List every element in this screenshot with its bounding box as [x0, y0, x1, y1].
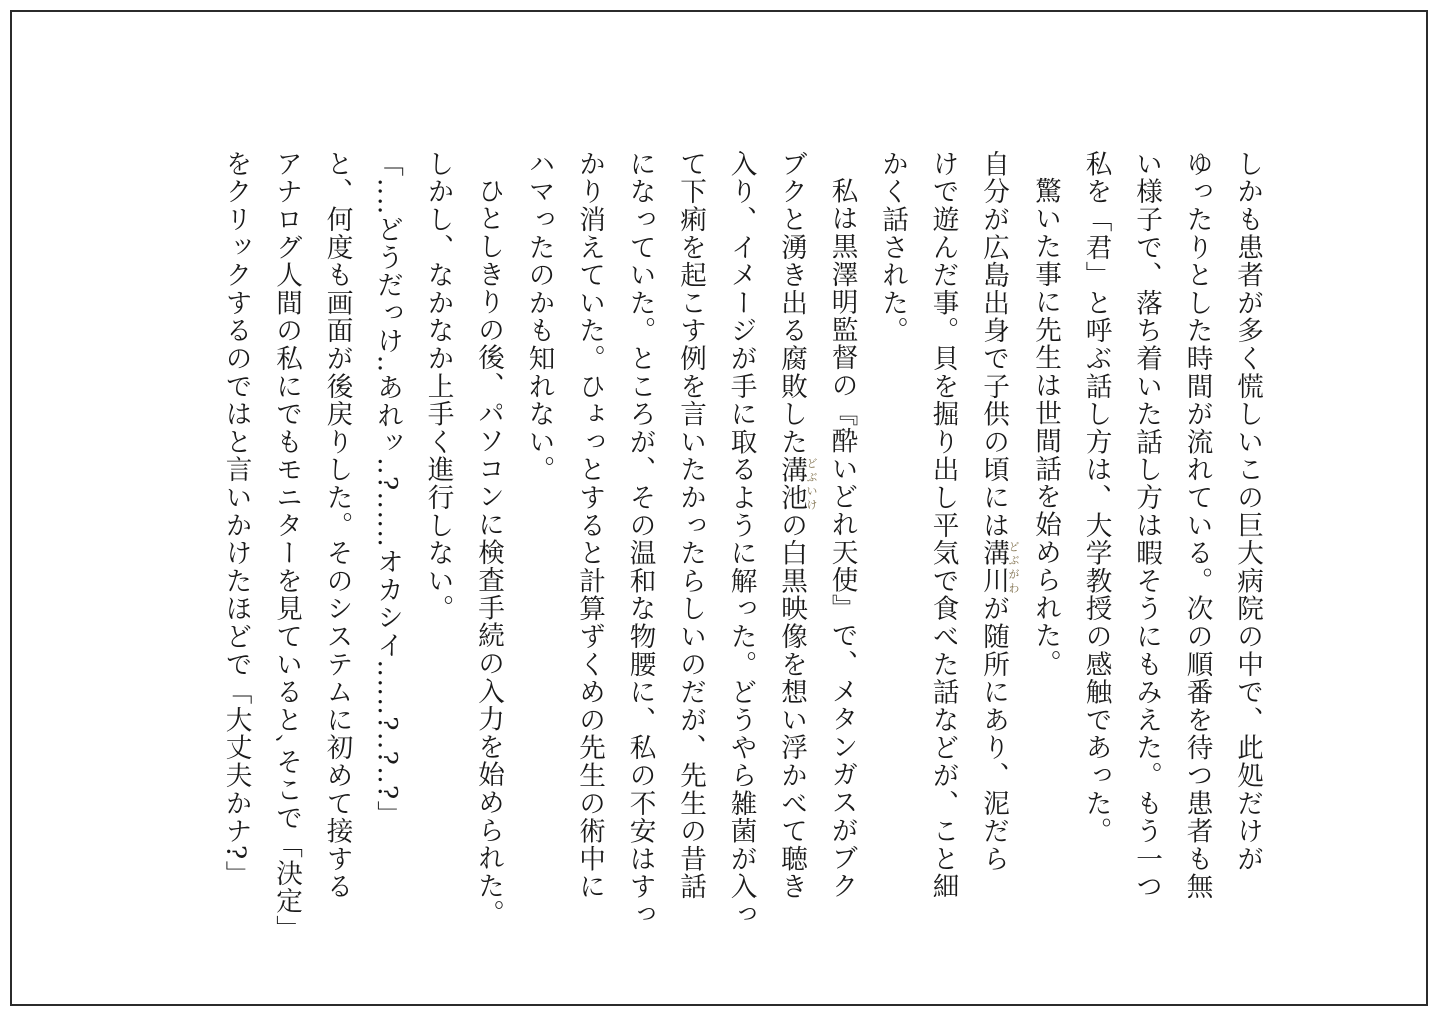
text-line: かり消えていた。ひょっとすると計算ずくめの先生の術中に — [574, 150, 605, 901]
text-line: と、何度も画面が後戻りした。そのシステムに初めて接する — [321, 150, 353, 901]
text-line: い様子で、落ち着いた話し方は暇そうにもみえた。もう一つ — [1131, 150, 1162, 901]
text-line: ハマったのかも知れない。 — [523, 150, 555, 484]
paragraph-2 — [1020, 150, 1071, 910]
ruby-dobuike: 溝池どぶいけ — [776, 455, 818, 512]
paragraph-6 — [210, 150, 412, 943]
text-line: 私を「君」と呼ぶ話し方は、大学教授の感触であった。 — [1080, 150, 1112, 845]
paragraph-5 — [412, 150, 513, 928]
text-line: 入り、イメージが手に取るように解った。どうやら雑菌が入っ — [725, 150, 757, 929]
text-line: ひとしきりの後、パソコンに検査手続の入力を始められた。 — [473, 176, 504, 928]
text-line: ゆったりとした時間が流れている。次の順番を待つ患者も無 — [1181, 150, 1213, 901]
text-line: 驚いた事に先生は世間話を始められた。 — [1030, 176, 1061, 677]
paragraph-1 — [1070, 150, 1272, 910]
text-line: 私は黒澤明監督の『酔いどれ天使』で、メタンガスがブク — [826, 176, 858, 900]
text-line: かく話された。 — [877, 150, 908, 345]
text-line: て下痢を起こす例を言いたかったらしいのだが、先生の昔話 — [675, 150, 706, 901]
text-line: ブクと湧き出る腐敗した溝池どぶいけの白黒映像を想い浮かべて聴き — [776, 150, 818, 901]
text-line: アナログ人間の私にでもモニターを見ていると､そこで「決定」 — [271, 150, 302, 943]
text-line: けで遊んだ事。貝を掘り出し平気で食べた話などが、こと細 — [927, 150, 959, 901]
vertical-text-body — [210, 150, 1272, 943]
ruby-dobugawa: 溝川どぶがわ — [978, 539, 1020, 595]
text-line: 「‥‥どうだっけ‥あれッ‥?‥‥‥オカシイ‥‥‥?‥?‥?」 — [372, 150, 403, 829]
text-line: をクリックするのではと言いかけたほどで「大丈夫かナ?」 — [220, 150, 252, 889]
text-line: しかも患者が多く慌しいこの巨大病院の中で、此処だけが — [1232, 150, 1263, 873]
text-line: 自分が広島出身で子供の頃には溝川どぶがわが随所にあり、泥だら — [978, 150, 1020, 873]
text-line: になっていた。ところが、その温和な物腰に、私の不安はすっ — [624, 150, 656, 929]
paragraph-4 — [513, 150, 867, 929]
text-line: しかし、なかなか上手く進行しない。 — [422, 150, 454, 623]
paragraph-3 — [867, 150, 1020, 910]
